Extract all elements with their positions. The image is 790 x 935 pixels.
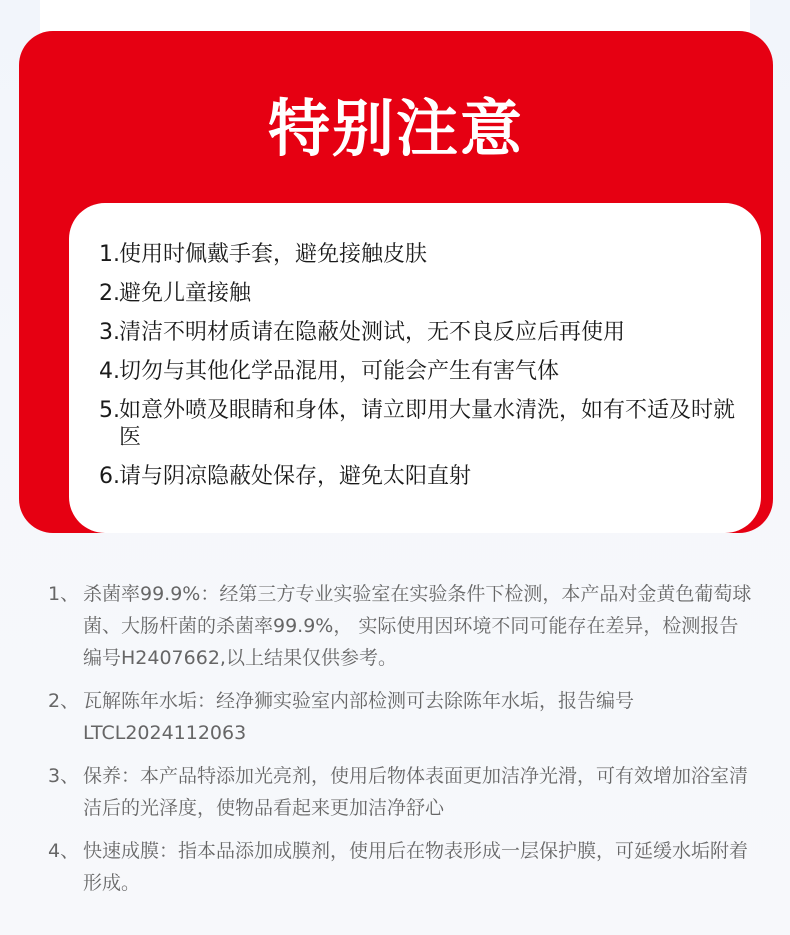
note-number: 4、 <box>48 840 80 862</box>
notice-item-number: 2. <box>99 281 120 306</box>
notice-item-number: 5. <box>99 398 120 423</box>
note-item <box>48 760 756 824</box>
notice-item <box>99 358 739 385</box>
notice-list <box>99 241 739 502</box>
note-text: 杀菌率99.9%：经第三方专业实验室在实验条件下检测，本产品对金黄色葡萄球菌、大肠杆菌的杀菌率99.9%， 实际使用因环境不同可能存在差异，检测报告编号H2407662,以上结果仅供参考。 <box>83 583 752 669</box>
note-number: 1、 <box>48 583 80 605</box>
notice-item <box>99 241 739 268</box>
notice-item-text: 如意外喷及眼睛和身体，请立即用大量水清洗，如有不适及时就医 <box>119 398 736 450</box>
notice-title: 特别注意 <box>267 92 524 165</box>
notice-item-number: 6. <box>99 464 120 489</box>
notice-item <box>99 397 739 451</box>
note-text: 瓦解陈年水垢：经净狮实验室内部检测可去除陈年水垢，报告编号LTCL2024112063 <box>83 690 635 744</box>
notice-item-number: 3. <box>99 320 120 345</box>
note-item <box>48 835 756 899</box>
note-text: 保养：本产品特添加光亮剂，使用后物体表面更加洁净光滑，可有效增加浴室清洁后的光泽度，使物品看起来更加洁净舒心 <box>83 765 749 819</box>
notice-item-text: 避免儿童接触 <box>119 281 252 306</box>
notes-list <box>48 578 756 910</box>
notice-item <box>99 319 739 346</box>
notice-panel <box>69 203 761 533</box>
note-number: 2、 <box>48 690 80 712</box>
notice-item <box>99 463 739 490</box>
note-text: 快速成膜：指本品添加成膜剂，使用后在物表形成一层保护膜，可延缓水垢附着形成。 <box>83 840 749 894</box>
notice-item-text: 清洁不明材质请在隐蔽处测试，无不良反应后再使用 <box>119 320 626 345</box>
note-number: 3、 <box>48 765 80 787</box>
note-item <box>48 578 756 674</box>
note-item <box>48 685 756 749</box>
notice-item-text: 切勿与其他化学品混用，可能会产生有害气体 <box>119 359 560 384</box>
notice-item-number: 1. <box>99 242 120 267</box>
notice-item <box>99 280 739 307</box>
notice-item-text: 请与阴凉隐蔽处保存，避免太阳直射 <box>119 464 472 489</box>
notice-item-text: 使用时佩戴手套，避免接触皮肤 <box>119 242 428 267</box>
notice-item-number: 4. <box>99 359 120 384</box>
notice-card <box>19 31 773 533</box>
